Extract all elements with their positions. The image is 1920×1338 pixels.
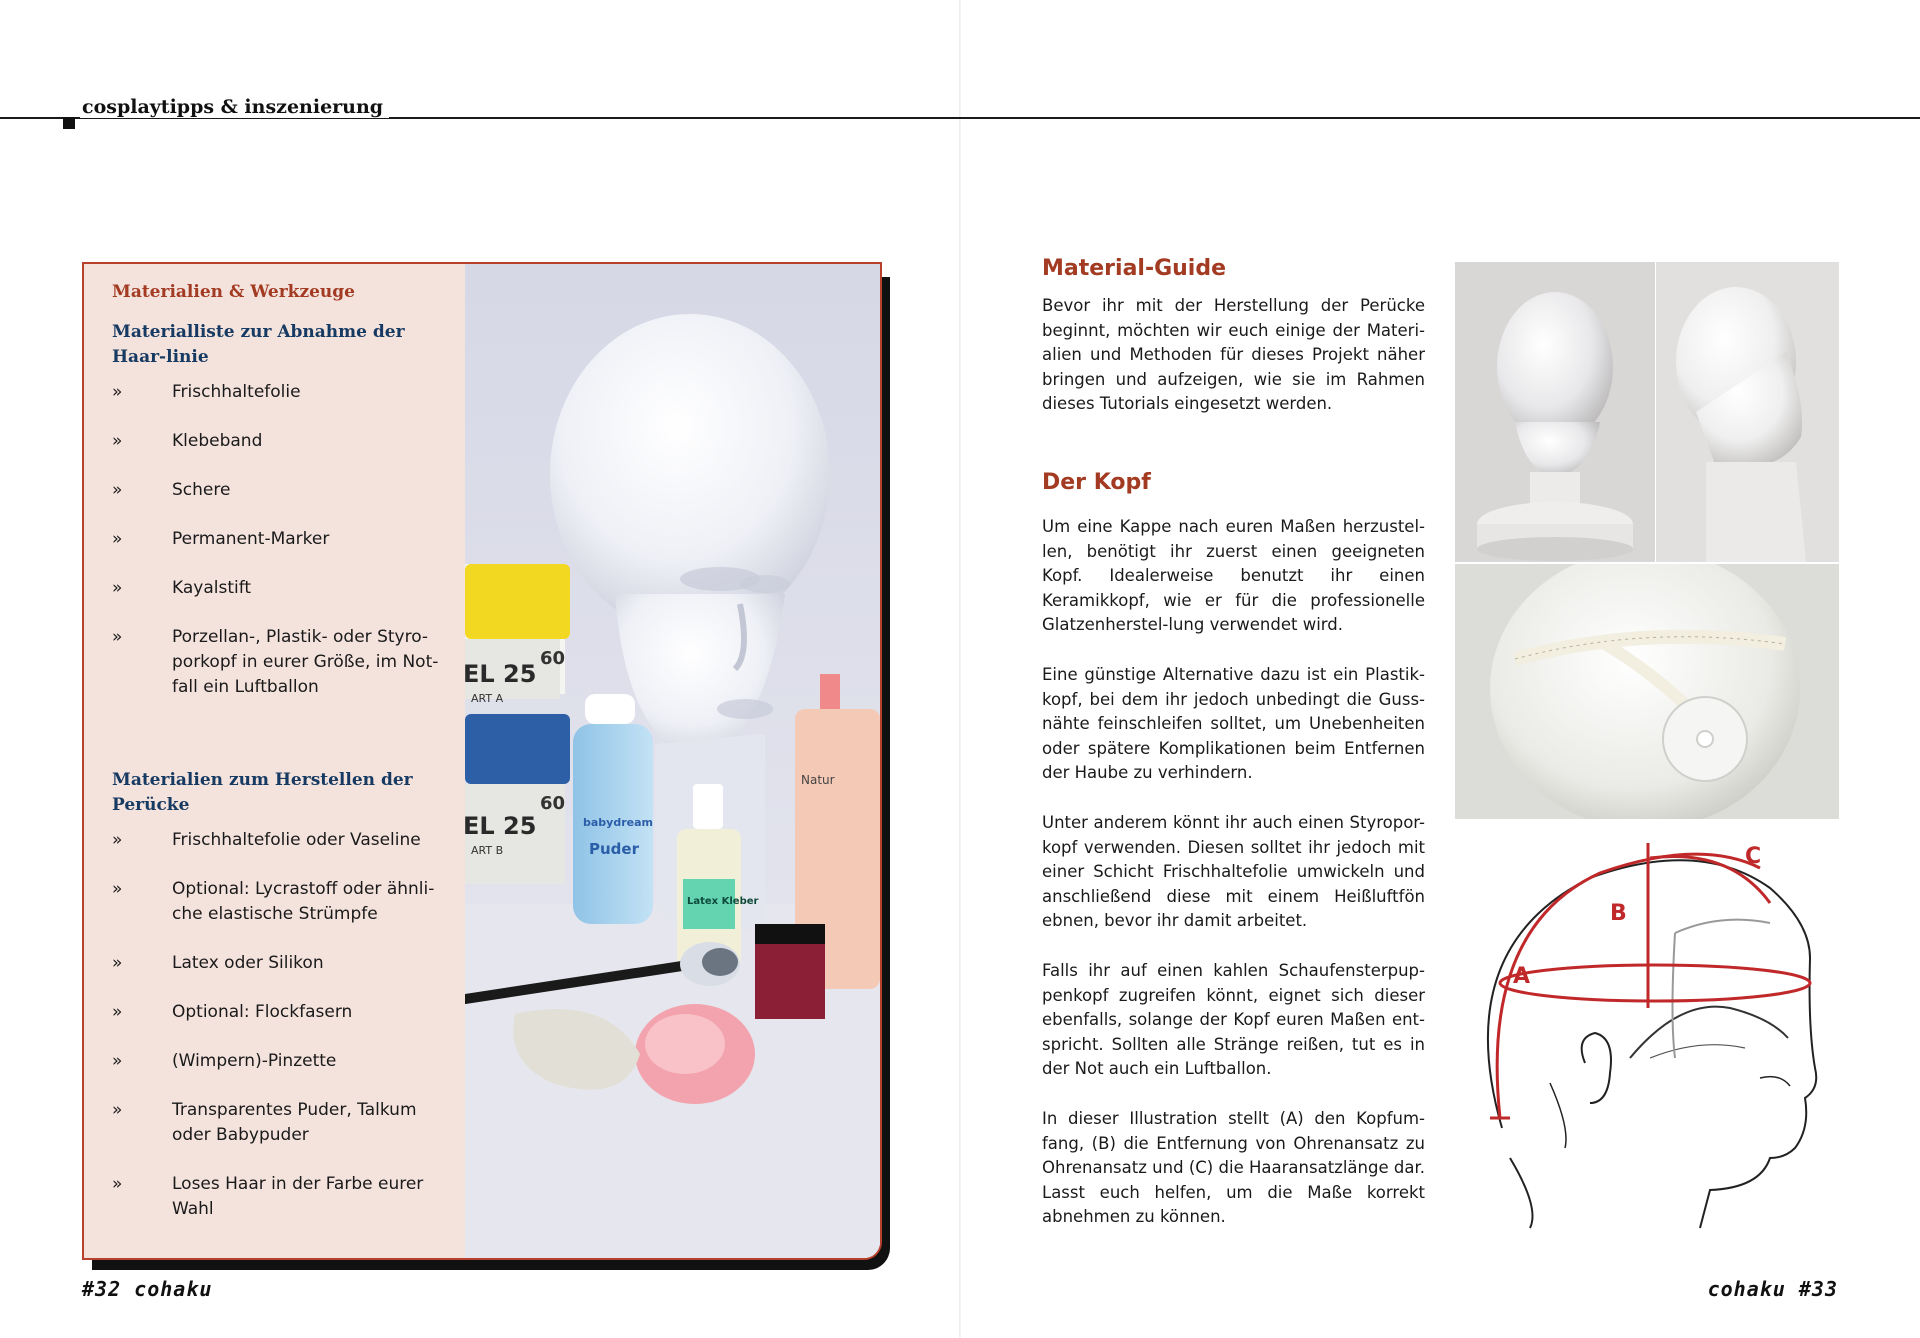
ceramic-head-2-illustration [1656, 262, 1839, 562]
list-item [112, 1049, 442, 1074]
list-item-text: Porzellan-, Plastik- oder Styro-porkopf in eurer Größe, im Not-fall ein Luftballon [172, 627, 439, 697]
list-item [112, 1172, 442, 1222]
ceramic-head-1-illustration [1455, 262, 1655, 562]
bullet-icon: » [112, 529, 123, 549]
list1-heading: Materialliste zur Abnahme der Haar-linie [112, 322, 405, 367]
materials-photo [465, 264, 880, 1258]
list-item [112, 877, 442, 927]
label-b: B [1610, 901, 1627, 926]
list-item-text: Latex oder Silikon [172, 953, 324, 973]
material-guide-text: Bevor ihr mit der Herstellung der Perücke beginnt, möchten wir euch einige der Materi-alien und Methoden für dieses Projekt näher bringen und aufzeigen, wie sie im Rahmen dieses Tutorials eingesetzt werden. [1042, 296, 1425, 414]
bullet-icon: » [112, 627, 123, 647]
materials-photo-illustration [465, 264, 880, 1258]
material-guide-heading: Material-Guide [1042, 256, 1227, 281]
list-item [112, 1000, 442, 1025]
section-title: cosplaytipps & inszenierung [80, 96, 389, 118]
page-gutter [959, 0, 961, 1338]
bottle3-label: Natur [801, 773, 835, 787]
bullet-icon: » [112, 431, 123, 451]
kopf-paragraph-4: Falls ihr auf einen kahlen Schaufensterpup-penkopf zugreifen könnt, eignet sich dieser ebenfalls, solange der Kopf euren Maßen ent-spricht. Sollten alle Stränge reißen, tut es in der Not auch ein Luftballon. [1042, 961, 1425, 1079]
list-item-text: Frischhaltefolie [172, 382, 301, 402]
list-item-text: Kayalstift [172, 578, 252, 598]
header-rule-right [350, 117, 1920, 119]
list-item [112, 380, 442, 405]
materials-card [82, 262, 882, 1260]
list-item [112, 828, 442, 853]
kopf-paragraph-2: Eine günstige Alternative dazu ist ein Plastik-kopf, bei dem ihr jedoch unbedingt die Guss-nähte feinschleifen solltet, um Unebenheiten oder spätere Komplikationen beim Entfernen der Haube zu verhindern. [1042, 665, 1425, 783]
ceramic-head-photo-2 [1656, 262, 1839, 562]
label-a: A [1513, 964, 1531, 989]
material-list-wig [112, 828, 442, 1222]
bullet-icon: » [112, 879, 123, 899]
bullet-icon: » [112, 480, 123, 500]
kopf-paragraph-5: In dieser Illustration stellt (A) den Kopfum-fang, (B) die Entfernung von Ohrenansatz zu Ohrenansatz und (C) die Haaransatzlänge dar. Lasst euch helfen, um die Maße korrekt abnehmen zu können. [1042, 1109, 1425, 1227]
jar1-part: ART A [471, 692, 504, 705]
list2-heading: Materialien zum Herstellen der Perücke [112, 770, 413, 815]
jar2-part: ART B [471, 844, 504, 857]
bullet-icon: » [112, 578, 123, 598]
list-item-text: Klebeband [172, 431, 263, 451]
bullet-icon: » [112, 1100, 123, 1120]
footer-right: cohaku #33 [1707, 1277, 1838, 1301]
kopf-paragraph-1: Um eine Kappe nach euren Maßen herzustel-len, benötigt ihr zuerst einen geeigneten Kopf. Idealerweise benutzt ihr einen Keramikkopf, wie er für die professionelle Glatzenherstel-lung verwendet wird. [1042, 517, 1425, 635]
bottle1-brand: babydream [583, 816, 653, 829]
list-item-text: Permanent-Marker [172, 529, 330, 549]
jar1-number: 60 [540, 648, 566, 669]
bullet-icon: » [112, 953, 123, 973]
list-item-text: (Wimpern)-Pinzette [172, 1051, 337, 1071]
list-item-text: Transparentes Puder, Talkum oder Babypuder [172, 1100, 417, 1145]
balloon-tape-photo [1455, 564, 1839, 819]
bottle1-label: Puder [589, 840, 639, 858]
kopf-paragraph-3: Unter anderem könnt ihr auch einen Styropor-kopf verwenden. Diesen solltet ihr jedoch mit einer Schicht Frischhaltefolie umwickeln und anschließend diese mit einem Heißluftfön ebnen, bevor ihr damit arbeitet. [1042, 813, 1425, 931]
bullet-icon: » [112, 1051, 123, 1071]
jar1-label: EL 25 [465, 660, 537, 688]
list-spacer [112, 724, 442, 768]
list-item-text: Frischhaltefolie oder Vaseline [172, 830, 421, 850]
card-heading: Materialien & Werkzeuge [112, 282, 355, 302]
list-item-text: Schere [172, 480, 231, 500]
list-item [112, 951, 442, 976]
balloon-tape-illustration [1455, 564, 1839, 819]
list-item-text: Optional: Flockfasern [172, 1002, 353, 1022]
bullet-icon: » [112, 1174, 123, 1194]
bullet-icon: » [112, 382, 123, 402]
header-rule-marker [63, 117, 75, 129]
kopf-heading: Der Kopf [1042, 470, 1151, 495]
list-item [112, 527, 442, 552]
jar2-number: 60 [540, 793, 566, 814]
list-item-text: Loses Haar in der Farbe eurer Wahl [172, 1174, 424, 1219]
list-item [112, 478, 442, 503]
bullet-icon: » [112, 830, 123, 850]
material-list-hairline [112, 380, 442, 700]
list-item [112, 625, 442, 700]
materials-list-panel [112, 282, 442, 1246]
list-item [112, 576, 442, 601]
footer-left: #32 cohaku [82, 1277, 213, 1301]
label-c: C [1745, 844, 1762, 869]
ceramic-head-photo-1 [1455, 262, 1655, 562]
bottle2-label: Latex Kleber [687, 896, 759, 907]
list-item [112, 429, 442, 454]
list-item [112, 1098, 442, 1148]
bullet-icon: » [112, 1002, 123, 1022]
jar2-label: EL 25 [465, 812, 537, 840]
list-item-text: Optional: Lycrastoff oder ähnli-che elastische Strümpfe [172, 879, 435, 924]
head-measurement-illustration [1470, 828, 1840, 1238]
